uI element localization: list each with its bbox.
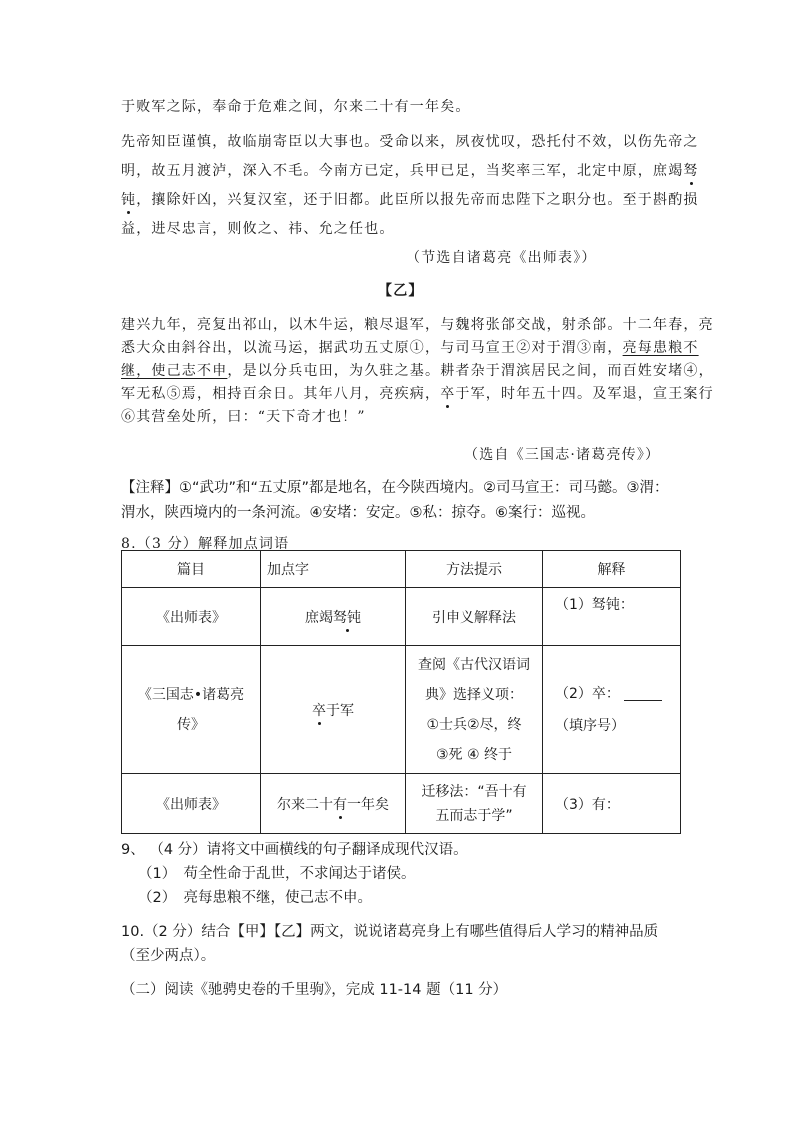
header-answer: 解释 — [543, 551, 681, 588]
jia-line-0: 于败军之际，奉命于危难之间，尔来二十有一年矣。 — [121, 99, 471, 115]
jia-para-line-1: 先帝知臣谨慎，故临崩寄臣以大事也。受命以来，夙夜忧叹，恐托付不效，以伤先帝之 — [121, 134, 699, 150]
q8-table — [121, 550, 681, 834]
header-dotted-word: 加点字 — [261, 551, 406, 588]
row2-piece: 《三国志•诸葛亮 传》 — [122, 646, 261, 774]
yi-line-4: 军无私⑤焉，相持百余日。其年八月，亮疾病，卒于军，时年五十四。及军退，宣王案行 — [121, 383, 714, 403]
row3-method: 迁移法：“吾十有 五而志于学” — [406, 774, 543, 834]
header-method: 方法提示 — [406, 551, 543, 588]
q9-stem: 9、 （4 分）请将文中画横线的句子翻译成现代汉语。 — [121, 842, 468, 858]
row1-word: 庶竭驽钝 — [261, 588, 406, 646]
answer-blank[interactable] — [624, 686, 662, 701]
jia-source: （节选自诸葛亮《出师表》） — [406, 250, 597, 266]
row1-method: 引申义解释法 — [406, 588, 543, 646]
yi-line-1: 建兴九年，亮复出祁山，以木牛运，粮尽退军，与魏将张郃交战，射杀郃。十二年春，亮 — [121, 317, 714, 333]
row3-answer: （3）有： — [543, 774, 681, 834]
yi-title: 【乙】 — [378, 283, 424, 299]
section-2-heading: （二）阅读《驰骋史卷的千里驹》，完成 11-14 题（11 分） — [121, 982, 508, 998]
yi-source: （选自《三国志·诸葛亮传》） — [464, 447, 661, 463]
q10-line-2: （至少两点）。 — [121, 948, 216, 964]
yi-line-2: 悉大众由斜谷出，以流马运，据武功五丈原①，与司马宣王②对于渭③南，亮每患粮不 — [121, 340, 699, 356]
row2-word: 卒于军 — [261, 646, 406, 774]
row2-method: 查阅《古代汉语词 典》选择义项： ①士兵②尽，终 ③死 ④ 终于 — [406, 646, 543, 774]
yi-line-3: 继，使己志不申，是以分兵屯田，为久驻之基。耕者杂于渭滨居民之间，而百姓安堵④， — [121, 363, 714, 379]
header-piece: 篇目 — [122, 551, 261, 588]
row3-word: 尔来二十有一年矣 — [261, 774, 406, 834]
q9-sentence-1: （1） 苟全性命于乱世，不求闻达于诸侯。 — [138, 866, 416, 882]
underlined-sentence-part2: 继，使己志不申 — [121, 363, 228, 379]
note-line-2: 渭水，陕西境内的一条河流。④安堵：安定。⑤私：掠夺。⑥案行：巡视。 — [121, 505, 595, 521]
q10-line-1: 10.（2 分）结合【甲】【乙】两文，说说诸葛亮身上有哪些值得后人学习的精神品质 — [121, 924, 659, 940]
dotted-char-nu: 驽 — [683, 160, 698, 180]
row2-answer: （2）卒： （填序号） — [543, 646, 681, 774]
jia-para-line-3: 钝，攘除奸凶，兴复汉室，还于旧都。此臣所以报先帝而忠陛下之职分也。至于斟酌损 — [121, 189, 699, 209]
note-line-1: 【注释】①“武功”和“五丈原”都是地名，在今陕西境内。②司马宣王：司马懿。③渭： — [121, 480, 669, 496]
yi-line-5: ⑥其营垒处所，曰：“天下奇才也！” — [121, 409, 366, 425]
row1-answer: （1）驽钝： — [543, 588, 681, 646]
row1-piece: 《出师表》 — [122, 588, 261, 646]
underlined-sentence-part1: 亮每患粮不 — [622, 340, 699, 356]
dotted-char-dun: 钝 — [121, 189, 136, 209]
q9-sentence-2: （2） 亮每患粮不继，使己志不申。 — [138, 890, 372, 906]
q8-stem: 8.（3 分）解释加点词语 — [121, 536, 290, 552]
jia-para-line-2: 明，故五月渡泸，深入不毛。今南方已定，兵甲已足，当奖率三军，北定中原，庶竭驽 — [121, 160, 699, 180]
dotted-char-zu: 卒 — [440, 383, 455, 403]
jia-para-line-4: 益，进尽忠言，则攸之、祎、允之任也。 — [121, 221, 395, 237]
row3-piece: 《出师表》 — [122, 774, 261, 834]
